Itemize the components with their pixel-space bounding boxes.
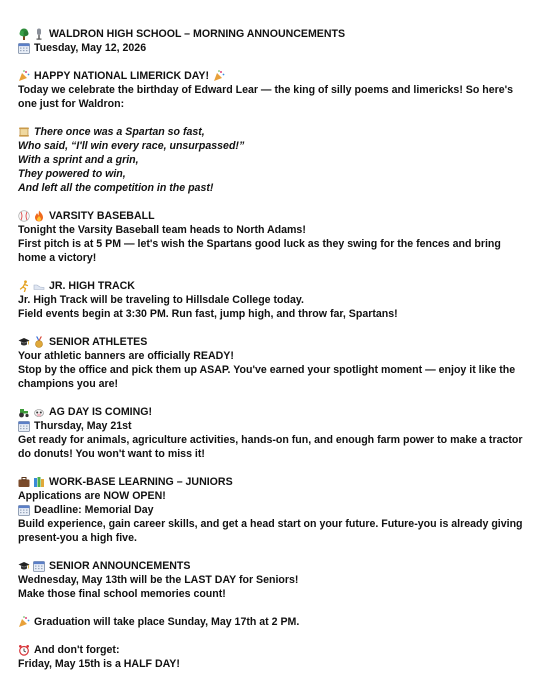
runner-icon (18, 280, 30, 292)
poem-line: They powered to win, (18, 168, 126, 180)
graduation-cap-icon (18, 560, 30, 572)
senior-ann-line: Wednesday, May 13th will be the LAST DAY for Seniors! (18, 574, 299, 586)
track-line: Jr. High Track will be traveling to Hillsdale College today. (18, 294, 304, 306)
workbase-line: Build experience, gain career skills, and get a head start on your future. Future-you is already giving present-you a high five. (18, 518, 523, 544)
athletes-heading-row (18, 335, 531, 349)
scroll-icon (18, 126, 30, 138)
athletes-line: Stop by the office and pick them up ASAP. You've earned your spotlight moment — enjoy it like the champions you are! (18, 364, 516, 390)
calendar-icon (18, 42, 30, 54)
limerick-intro: Today we celebrate the birthday of Edward Lear — the king of silly poems and limericks! So here's one just for Waldron: (18, 84, 514, 110)
track-heading: JR. HIGH TRACK (49, 280, 135, 292)
page-title-row (18, 27, 531, 41)
reminder-heading: And don't forget: (34, 644, 120, 656)
ag-day-section (18, 405, 531, 461)
track-heading-row (18, 279, 531, 293)
baseball-heading: VARSITY BASEBALL (49, 210, 155, 222)
athletes-heading: SENIOR ATHLETES (49, 336, 148, 348)
track-line: Field events begin at 3:30 PM. Run fast, jump high, and throw far, Spartans! (18, 308, 398, 320)
baseball-line: First pitch is at 5 PM — let's wish the Spartans good luck as they swing for the fences and bring home a victory! (18, 238, 501, 264)
agday-date: Thursday, May 21st (34, 420, 132, 432)
fire-icon (33, 210, 45, 222)
reminder-heading-row (18, 643, 531, 657)
microphone-icon (33, 28, 45, 40)
senior-ann-heading: SENIOR ANNOUNCEMENTS (49, 560, 191, 572)
poem-line: With a sprint and a grin, (18, 154, 139, 166)
agday-date-row (18, 419, 531, 433)
baseball-heading-row (18, 209, 531, 223)
agday-line: Get ready for animals, agriculture activities, hands-on fun, and enough farm power to make a tractor do donuts! You won't want to miss it! (18, 434, 523, 460)
senior-ann-heading-row (18, 559, 531, 573)
workbase-deadline: Deadline: Memorial Day (34, 504, 154, 516)
tractor-icon (18, 406, 30, 418)
work-base-section (18, 475, 531, 545)
poem-line: Who said, “I'll win every race, unsurpassed!” (18, 140, 245, 152)
graduation-section (18, 615, 531, 629)
workbase-heading: WORK-BASE LEARNING – JUNIORS (49, 476, 233, 488)
athletes-line: Your athletic banners are officially READY! (18, 350, 234, 362)
page-date-row (18, 41, 531, 55)
page-title: WALDRON HIGH SCHOOL – MORNING ANNOUNCEMENTS (49, 28, 346, 40)
graduation-row (18, 615, 531, 629)
reminder-line: Friday, May 15th is a HALF DAY! (18, 658, 180, 670)
baseball-section (18, 209, 531, 265)
calendar-icon (33, 560, 45, 572)
limerick-section (18, 69, 531, 195)
party-popper-icon (18, 70, 30, 82)
senior-ann-line: Make those final school memories count! (18, 588, 226, 600)
agday-heading: AG DAY IS COMING! (49, 406, 153, 418)
poem-line (18, 125, 531, 139)
cow-icon (33, 406, 45, 418)
running-shoe-icon (33, 280, 45, 292)
calendar-icon (18, 420, 30, 432)
track-section (18, 279, 531, 321)
limerick-heading-row (18, 69, 531, 83)
limerick-heading: HAPPY NATIONAL LIMERICK DAY! (34, 70, 210, 82)
graduation-text: Graduation will take place Sunday, May 17th at 2 PM. (34, 616, 300, 628)
tree-icon (18, 28, 30, 40)
senior-announcements-section (18, 559, 531, 601)
reminder-section (18, 643, 531, 671)
baseball-icon (18, 210, 30, 222)
agday-heading-row (18, 405, 531, 419)
page-date: Tuesday, May 12, 2026 (34, 42, 147, 54)
workbase-heading-row (18, 475, 531, 489)
baseball-line: Tonight the Varsity Baseball team heads to North Adams! (18, 224, 306, 236)
poem-line: And left all the competition in the past! (18, 182, 214, 194)
party-popper-icon (18, 616, 30, 628)
party-popper-icon (213, 70, 225, 82)
header-section (18, 27, 531, 55)
senior-athletes-section (18, 335, 531, 391)
workbase-deadline-row (18, 503, 531, 517)
calendar-icon (18, 504, 30, 516)
books-icon (33, 476, 45, 488)
medal-icon (33, 336, 45, 348)
graduation-cap-icon (18, 336, 30, 348)
briefcase-icon (18, 476, 30, 488)
workbase-line: Applications are NOW OPEN! (18, 490, 166, 502)
alarm-clock-icon (18, 644, 30, 656)
poem-line-text: There once was a Spartan so fast, (34, 126, 205, 138)
